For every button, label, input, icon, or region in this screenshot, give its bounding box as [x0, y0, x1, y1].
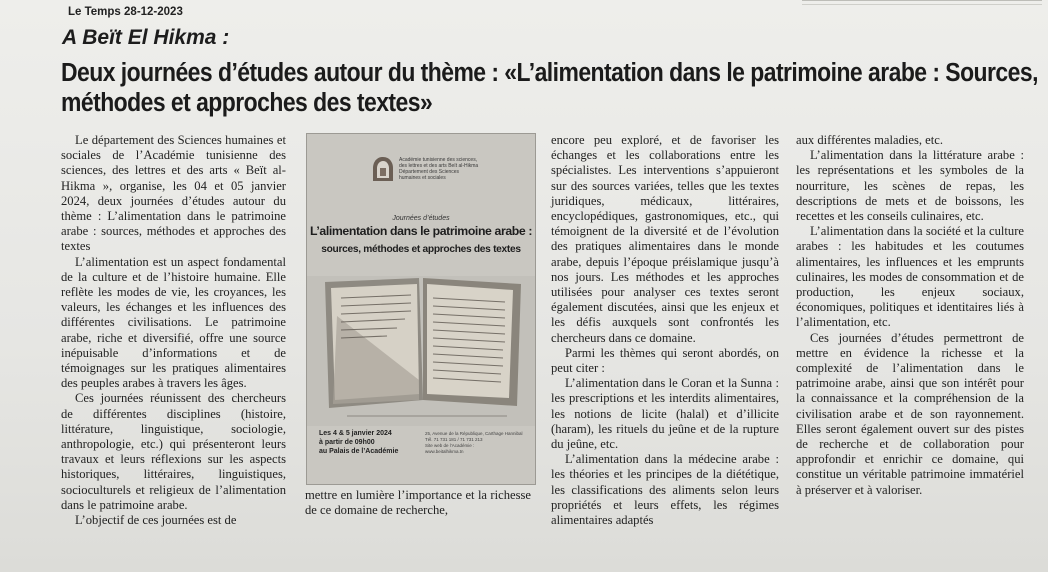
poster-address-line: Site web de l’Académie : [425, 443, 475, 448]
poster-institution [399, 157, 519, 181]
poster-institution-line: humaines et sociales [399, 175, 446, 181]
column-1 [61, 133, 286, 528]
paragraph: encore peu exploré, et de favoriser les échanges et les collaborations entre les spécialistes. Les interventions s’appuieront sur des sources variées, telles que les textes juridiques, médicaux, littéraires, encyclopédiques, gastronomiques, etc., qui témoignent de la diversité et de l’évolution des pratiques alimentaires dans le monde arabe, depuis l’époque préislamique jusqu’à nos jours. Les méthodes et les approches utilisées pour analyser ces textes seront également discutées, ainsi que les enjeux et les défis auxquels sont confrontés les chercheurs dans ce domaine. [551, 133, 779, 345]
event-poster [306, 133, 536, 485]
academy-emblem-icon [371, 156, 395, 182]
paragraph: L’alimentation est un aspect fondamental de la culture et de l’histoire humaine. Elle reflète les modes de vie, les croyances, les valeurs, les échanges et les influences des différentes civilisations. Le patrimoine arabe, riche et diversifié, offre une source inépuisable d’informations et de témoignages sur les pratiques alimentaires des peuples arabes à travers les âges. [61, 254, 286, 391]
paragraph: L’alimentation dans la société et la culture arabes : les habitudes et les coutumes alimentaires, les influences et les emprunts culinaires, les modes de consommation et de production, les enjeux sociaux, économiques, politiques et identitaires liés à l’alimentation, etc. [796, 224, 1024, 330]
poster-address-line: Tél. 71 731 181 / 71 731 213 [425, 437, 483, 442]
paragraph: L’alimentation dans le Coran et la Sunna : les prescriptions et les interdits alimentaires, les notions de licite (halal) et d’illicite (haram), les rituels du jeûne et de la rupture du jeûne, etc. [551, 376, 779, 452]
paragraph: Ces journées réunissent des chercheurs de différentes disciplines (histoire, littérature, linguistique, sociologie, anthropologie, etc.) qui présenteront leurs travaux et leurs réflexions sur les aspects historiques, littéraires, linguistiques, socioculturels et religieux de l’alimentation dans le patrimoine arabe. [61, 391, 286, 512]
column-3 [551, 133, 779, 528]
paragraph: Ces journées d’études permettront de mettre en évidence la richesse et la complexité de l’alimentation dans le patrimoine arabe, ainsi que son intérêt pour la connaissance et la compréhension de la civilisation arabe et de son rayonnement. Elles seront également ouvert sur des pistes de recherche et de collaboration pour approfondir et enrichir ce domaine, qui constitue un véritable patrimoine immatériel à préserver et à valoriser. [796, 330, 1024, 497]
column-4 [796, 133, 1024, 498]
paragraph: L’alimentation dans la littérature arabe : les représentations et les symboles de la nourriture, les scènes de repas, les descriptions de mets et de boissons, les recettes et les conseils culinaires, etc. [796, 148, 1024, 224]
top-right-rule [802, 0, 1042, 5]
poster-title-line-2: sources, méthodes et approches des textes [321, 244, 521, 255]
paragraph: aux différentes maladies, etc. [796, 133, 943, 147]
poster-dates [319, 429, 398, 456]
poster-date-line: Les 4 & 5 janvier 2024 [319, 430, 392, 437]
paragraph: Le département des Sciences humaines et sociales de l’Académie tunisienne des sciences, des lettres et des arts « Beït al-Hikma », organise, les 04 et 05 janvier 2024, deux journées d’études autour du thème : L’alimentation dans le patrimoine arabe : sources, méthodes et approches des textes [61, 133, 286, 254]
poster-journees: Journées d’études [392, 215, 450, 222]
paragraph: mettre en lumière l’importance et la richesse de ce domaine de recherche, [305, 488, 531, 518]
poster-title-line-1: L’alimentation dans le patrimoine arabe : [309, 224, 533, 238]
poster-institution-line: des lettres et des arts Beït al-Hikma [399, 163, 479, 169]
poster-address [425, 431, 525, 455]
poster-institution-line: Département des Sciences [399, 169, 460, 175]
source-date: Le Temps 28-12-2023 [68, 6, 183, 18]
poster-date-line: à partir de 09h00 [319, 439, 375, 446]
column-2-text [305, 488, 531, 518]
poster-institution-line: Académie tunisienne des sciences, [399, 157, 478, 163]
paragraph: Parmi les thèmes qui seront abordés, on peut citer : [551, 345, 779, 376]
headline: Deux journées d’études autour du thème : «L’alimentation dans le patrimoine arabe : Sources, méthodes et approches des textes» [61, 59, 1038, 117]
poster-date-line: au Palais de l’Académie [319, 448, 399, 455]
manuscript-book-illustration [307, 276, 535, 426]
poster-address-line: 25, Avenue de la République, Carthage Hannibal [425, 431, 523, 436]
poster-address-line: www.beitalhikma.tn [425, 449, 464, 454]
kicker: A Beït El Hikma : [62, 26, 230, 49]
paragraph: L’objectif de ces journées est de [75, 513, 237, 528]
paragraph: L’alimentation dans la médecine arabe : les théories et les principes de la diététique, les classifications des aliments selon leurs propriétés et leurs effets, les régimes alimentaires adaptés [551, 452, 779, 528]
